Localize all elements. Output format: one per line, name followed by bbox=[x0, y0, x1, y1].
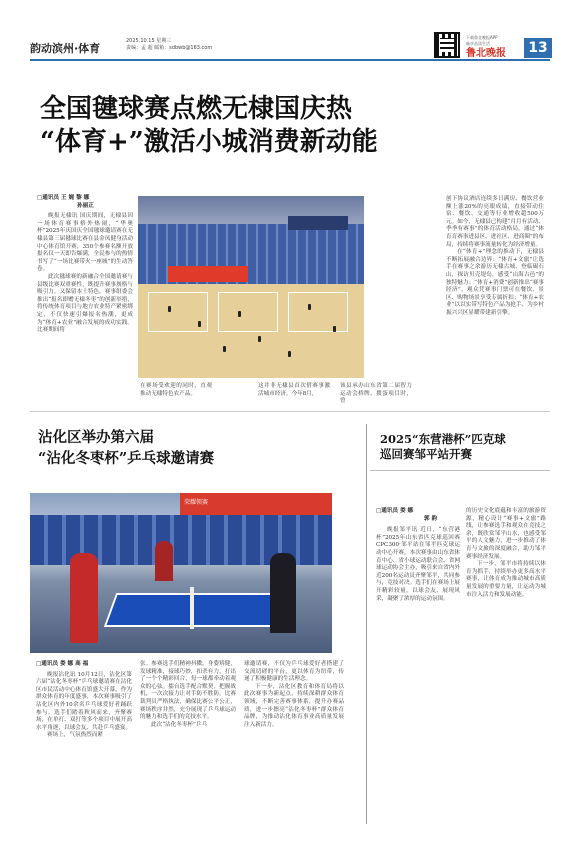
lead-paragraph-5: 创下协议酒店连续多日满房、餐饮营业额上涨20%的亮眼成绩，直接带动住宿、餐饮、交通等行业增收超500万元。如今，无棣县已构建“月月有活动、季季有赛事”的体育活动格局，通过“体育育赛事进县区、进社区、进商圈”的布局，持续将赛事流量转化为经济增量。 bbox=[446, 196, 544, 248]
editor-line: 责编：孟 超 邮箱：sdbwb@163.com bbox=[126, 45, 213, 51]
lead-column-1 bbox=[37, 195, 133, 335]
story2-paragraph-4: 此次“沾化冬枣杯”乒乓 bbox=[151, 721, 208, 728]
table-net bbox=[190, 587, 194, 629]
story3-paragraph-3: 下一步，邹平市将持续以体育为抓手，持续举办更多高水平赛事，让体育成为推动城市高质量发展的重要力量，让运动为城市注入活力和发展动能。 bbox=[466, 561, 546, 598]
player-figure bbox=[308, 304, 311, 310]
player-figure bbox=[198, 321, 201, 327]
section-divider bbox=[30, 411, 550, 412]
story2-title-line2: “沾化冬枣杯”乒乓球邀请赛 bbox=[38, 450, 215, 467]
lead-title-line1: 全国毽球赛点燃无棣国庆热 bbox=[40, 94, 353, 124]
court-lines bbox=[288, 292, 348, 332]
spectator-figure bbox=[155, 541, 173, 581]
page-number: 13 bbox=[524, 38, 552, 58]
story2-paragraph-2: 赛场上，气氛热烈而紧 bbox=[47, 732, 103, 739]
story2-column-1 bbox=[36, 661, 132, 740]
date-editor-meta bbox=[126, 38, 212, 52]
qr-code-icon[interactable] bbox=[434, 32, 460, 58]
story2-column-2 bbox=[140, 661, 236, 729]
player-figure bbox=[333, 326, 336, 332]
player-figure bbox=[238, 311, 241, 317]
story2-byline: □通讯员 娄 娜 高 福 bbox=[36, 661, 89, 667]
story2-title-line1: 沾化区举办第六届 bbox=[38, 429, 154, 446]
ping-pong-table bbox=[104, 593, 286, 627]
player-figure bbox=[223, 346, 226, 352]
lead-paragraph-6: 在“体育+”理念的推动下，无棣县不断拓展融合边界：“体育+文旅”让选手在赛事之余游历无棣古城、登临碣石山，探访贝壳堤岛，感受“山海古邑”的独特魅力；“体育+消费”创新推出“赛事经济”，观众凭赛事门票可在餐饮、景区、购物场景享受专属折扣；“体育+农业”以以实带写特色产品为抢手、为乡村振兴兴区显耀带建新引擎。 bbox=[446, 249, 544, 316]
tagline-2: 畅享品质生活 bbox=[466, 41, 490, 46]
date-line: 2025.10.15 星期三 bbox=[126, 38, 172, 44]
lead-paragraph-2: 此次毽球赛的新融合全国邀请赛与县级比赛双重赛性，既提升赛事规格与吸引力，又保留本土特色。赛事组委会推出“报名即赠无棣冬枣”的创新举措，将传统体育项目与地方农业特产紧密绑定，不仅快速引爆报名热潮，更成为“体育+农业”融合发展的成功实践。比赛期间将 bbox=[37, 273, 133, 334]
tagline-1: 下载鲁北晚报APP bbox=[466, 35, 498, 40]
lead-paragraph-1: 晚报无棣讯 国庆期间，无棣县因一场体育赛事格外热闹，“华奥杯”2025年庆国庆全国毽球邀请赛在无棣县第三届毽球比赛在县金凤健身活动中心体育馆开赛，350个参赛名额开放报名仅一天即告爆满，全民参与的热情书写了“一场比赛带火一座城”的生动答卷。 bbox=[37, 213, 133, 273]
lead-column-2: 在赛场受欢迎的同时，直观推动无棣特色农产品。 bbox=[140, 383, 212, 397]
story2-paragraph-1: 晚报沾化讯 10月12日，沾化区第六届“沾化冬枣杯”乒乓球邀请赛在沾化区市民活动中心体育馆盛大开幕，作为群众体育的年度盛事，本次赛事吸引了沾化区内外10余名乒乓球爱好者踊跃参与。选手们踏着秋风而来，齐聚赛场，在单打、双打等多个项目中展开高水平角逐，以球会友、共赴乒乓盛宴。 bbox=[36, 671, 132, 731]
story3-paragraph-2: 的历史文化底蕴和丰富的旅游资源，精心设计“赛事+文旅”路线，让参赛选手和观众在竞技之余，既欣赏邹平山水，也感受邹平的人文魅力，进一步推动了体育与文旅的深度融合，助力邹平赛事经济发展。 bbox=[466, 508, 546, 560]
banner-graphic bbox=[168, 266, 248, 282]
player-figure bbox=[258, 336, 261, 342]
scoreboard-graphic bbox=[288, 216, 348, 230]
column-divider bbox=[366, 424, 367, 824]
section-title: 韵动滨州·体育 bbox=[30, 42, 101, 55]
story2-column-3 bbox=[244, 661, 344, 729]
story3-byline-1: □通讯员 娄 娜 bbox=[376, 508, 414, 514]
player-figure bbox=[70, 553, 98, 643]
player-figure bbox=[168, 306, 171, 312]
lead-headline bbox=[40, 93, 540, 159]
story3-paragraph-1: 晚报邹平讯 近日，“东营港杯”2025年山东省匹克球巡回赛CPC300·邹平站在邹平匹克球运动中心开赛。本次赛事由山东省体育中心、省小球运动联合会、省网球运动协会主办，吸引来自省内外近200名运动员齐聚邹平，共同参与，竞技对决。选手们在赛场上展开精彩较量，以球会友、展现风采，凝聚了浓厚的运动氛围。 bbox=[376, 527, 460, 602]
court-lines bbox=[218, 292, 278, 332]
table-tennis-photo bbox=[30, 493, 332, 653]
story2-headline bbox=[38, 427, 214, 469]
story2-paragraph-6: 下一步，沾化区教育和体育局将以此次赛事为新起点，持续深耕群众体育领域，不断完善赛事体系，提升办赛品质，进一步擦亮“沾化冬枣杯”群众体育品牌，为推动沾化体育事业高质量发展注入新活力。 bbox=[244, 683, 344, 728]
story3-title-line1: 2025“东营港杯”匹克球 bbox=[380, 432, 506, 446]
lead-column-5 bbox=[446, 196, 544, 318]
lead-title-line2: “体育+”激活小城消费新动能 bbox=[40, 127, 378, 157]
lead-column-4: 该县承办山东省第二届智力运动会桥牌、掼蛋项目时，曾 bbox=[340, 383, 412, 405]
badminton-gym-photo bbox=[138, 196, 364, 378]
story2-paragraph-3: 张。参赛选手们精神抖擞，身姿矫健，发球精准，接球巧妙，扣杀有力，打出了一个个精彩回合，每一球都牵动着观众的心弦。擂台选手配合默契，把握战机，一次次接力让对手防不胜防。比赛裁判员严格执法，确保比赛公平公正，赛场秩序井然，充分展现了乒乓球运动的魅力和选手们的竞技水平。 bbox=[140, 661, 236, 721]
lead-byline-1: □通讯员 王 娓 黎 娜 bbox=[37, 195, 90, 201]
story3-title-line2: 巡回赛邹平站开赛 bbox=[380, 447, 472, 461]
player-figure bbox=[270, 553, 296, 633]
story3-divider bbox=[370, 470, 550, 471]
story3-column-2 bbox=[466, 508, 546, 599]
story3-headline bbox=[380, 432, 506, 462]
lead-byline-2: 孙丽正 bbox=[77, 202, 94, 209]
header-divider bbox=[30, 59, 550, 61]
story3-column-1 bbox=[376, 508, 460, 603]
story3-byline-2: 郭 韵 bbox=[424, 515, 438, 522]
newspaper-logo: 鲁北晚报 bbox=[466, 48, 506, 59]
story2-paragraph-5: 球邀请赛，不仅为乒乓球爱好者搭建了交流切磋的平台，更以体育为纽带，传递了积极健康的生活理念。 bbox=[244, 661, 344, 683]
photo-banner-text: 荣耀领赛 bbox=[180, 493, 332, 515]
player-figure bbox=[288, 351, 291, 357]
lead-column-3: 这并非无棣县首次借赛事激活城市经济。今年8月， bbox=[258, 383, 330, 397]
